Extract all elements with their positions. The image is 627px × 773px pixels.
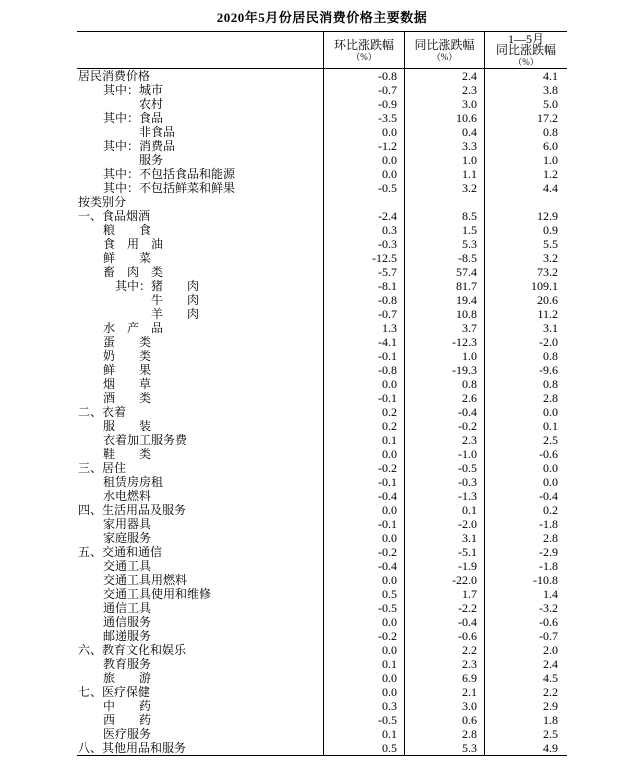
table-row <box>77 69 567 83</box>
row-value-ytd: 4.1 <box>484 69 567 83</box>
table-row <box>77 265 567 279</box>
table-row <box>77 97 567 111</box>
table-row <box>77 447 567 461</box>
row-value-ytd: 0.8 <box>484 377 567 391</box>
row-value-mom: -0.8 <box>323 69 404 83</box>
row-label: 邮递服务 <box>103 629 152 643</box>
table-header <box>77 32 567 69</box>
column-header-ytd-period: 1—5月 <box>507 32 544 46</box>
row-value-ytd: 2.9 <box>484 699 567 713</box>
row-value-mom: -0.9 <box>323 97 404 111</box>
row-value-yoy: 3.7 <box>404 321 484 335</box>
row-value-mom: 0.0 <box>323 615 404 629</box>
row-label: 其中：不包括鲜菜和鲜果 <box>103 181 236 195</box>
row-label: 畜 肉 类 <box>103 265 164 279</box>
row-value-ytd: 2.4 <box>484 657 567 671</box>
row-value-mom: -0.5 <box>323 601 404 615</box>
table-row <box>77 391 567 405</box>
row-value-mom: 0.2 <box>323 405 404 419</box>
row-label: 服务 <box>139 153 164 167</box>
table-row <box>77 587 567 601</box>
row-value-yoy: -0.4 <box>404 405 484 419</box>
row-value-ytd: 0.0 <box>484 405 567 419</box>
table-row <box>77 83 567 97</box>
row-label: 三、居住 <box>78 461 127 475</box>
row-value-ytd: 2.8 <box>484 391 567 405</box>
row-label: 其中：消费品 <box>103 139 176 153</box>
row-value-ytd: -2.0 <box>484 335 567 349</box>
column-header-yoy-unit: （%） <box>431 51 458 62</box>
table-row <box>77 629 567 643</box>
row-value-ytd: 73.2 <box>484 265 567 279</box>
row-value-ytd: -1.8 <box>484 559 567 573</box>
table-row <box>77 545 567 559</box>
row-value-mom: -12.5 <box>323 251 404 265</box>
row-value-mom: -4.1 <box>323 335 404 349</box>
row-value-yoy: -2.2 <box>404 601 484 615</box>
row-label: 奶 类 <box>103 349 152 363</box>
table-row <box>77 363 567 377</box>
row-value-yoy: 0.1 <box>404 503 484 517</box>
table-row <box>77 251 567 265</box>
row-value-yoy: 2.8 <box>404 727 484 741</box>
table-row <box>77 377 567 391</box>
row-value-yoy: 2.6 <box>404 391 484 405</box>
table-row <box>77 503 567 517</box>
row-value-ytd: 2.0 <box>484 643 567 657</box>
table-body <box>77 69 567 755</box>
row-value-mom: -0.2 <box>323 629 404 643</box>
row-value-yoy: 3.0 <box>404 699 484 713</box>
row-value-yoy: 0.6 <box>404 713 484 727</box>
row-label: 中 药 <box>103 699 152 713</box>
row-value-mom: -0.8 <box>323 293 404 307</box>
row-value-mom <box>323 195 404 209</box>
row-label: 交通工具用燃料 <box>103 573 188 587</box>
row-value-ytd: 4.4 <box>484 181 567 195</box>
row-value-ytd: 1.8 <box>484 713 567 727</box>
row-value-ytd: 0.8 <box>484 349 567 363</box>
row-value-ytd: 2.8 <box>484 531 567 545</box>
row-value-mom: 0.3 <box>323 699 404 713</box>
row-value-mom: 0.0 <box>323 447 404 461</box>
table-row <box>77 209 567 223</box>
table-row <box>77 167 567 181</box>
row-value-yoy: 57.4 <box>404 265 484 279</box>
row-label: 羊 肉 <box>151 307 200 321</box>
column-header-ytd <box>484 32 567 68</box>
row-value-ytd: 1.0 <box>484 153 567 167</box>
row-value-mom: 0.0 <box>323 503 404 517</box>
row-label: 旅 游 <box>103 671 152 685</box>
table-row <box>77 461 567 475</box>
row-value-ytd: 2.5 <box>484 433 567 447</box>
row-value-yoy: 10.6 <box>404 111 484 125</box>
row-label: 通信服务 <box>103 615 152 629</box>
table-row <box>77 139 567 153</box>
row-value-mom: -8.1 <box>323 279 404 293</box>
table-row <box>77 489 567 503</box>
column-header-mom-label: 环比涨跌幅 <box>333 37 394 52</box>
table-row <box>77 685 567 699</box>
row-value-ytd: 5.0 <box>484 97 567 111</box>
row-label: 医疗服务 <box>103 727 152 741</box>
column-header-yoy <box>404 32 484 68</box>
row-label: 五、交通和通信 <box>78 545 163 559</box>
table-row <box>77 699 567 713</box>
row-value-ytd: 2.5 <box>484 727 567 741</box>
row-value-yoy: 0.4 <box>404 125 484 139</box>
row-label: 酒 类 <box>103 391 152 405</box>
row-label: 鲜 果 <box>103 363 152 377</box>
row-label: 居民消费价格 <box>78 69 151 83</box>
row-value-yoy: -0.4 <box>404 615 484 629</box>
row-value-yoy: -1.9 <box>404 559 484 573</box>
table-row <box>77 111 567 125</box>
column-header-ytd-unit: （%） <box>513 56 539 67</box>
row-value-mom: -0.1 <box>323 349 404 363</box>
row-value-ytd: 0.2 <box>484 503 567 517</box>
row-value-yoy: 3.0 <box>404 97 484 111</box>
row-value-yoy: -1.0 <box>404 447 484 461</box>
row-value-yoy <box>404 195 484 209</box>
row-value-yoy: 6.9 <box>404 671 484 685</box>
table-row <box>77 405 567 419</box>
row-value-mom: 0.0 <box>323 685 404 699</box>
column-header-item <box>77 32 323 68</box>
row-label: 农村 <box>139 97 164 111</box>
table-row <box>77 181 567 195</box>
table-row <box>77 559 567 573</box>
row-value-mom: -0.1 <box>323 517 404 531</box>
table-row <box>77 713 567 727</box>
table-row <box>77 153 567 167</box>
row-value-mom: -0.3 <box>323 237 404 251</box>
row-value-ytd: 11.2 <box>484 307 567 321</box>
row-value-ytd: -0.6 <box>484 447 567 461</box>
row-value-mom: 0.0 <box>323 671 404 685</box>
row-label: 非食品 <box>139 125 176 139</box>
row-value-ytd: 6.0 <box>484 139 567 153</box>
row-value-mom: -0.4 <box>323 489 404 503</box>
row-value-yoy: -2.0 <box>404 517 484 531</box>
row-value-yoy: 3.1 <box>404 531 484 545</box>
row-label: 按类别分 <box>78 195 127 209</box>
row-value-ytd <box>484 195 567 209</box>
row-value-yoy: 81.7 <box>404 279 484 293</box>
row-label: 七、医疗保健 <box>78 685 151 699</box>
row-value-mom: 0.0 <box>323 125 404 139</box>
row-value-mom: 0.0 <box>323 377 404 391</box>
row-value-ytd: 0.1 <box>484 419 567 433</box>
row-label: 八、其他用品和服务 <box>78 741 187 755</box>
row-label: 六、教育文化和娱乐 <box>78 643 187 657</box>
row-value-yoy: 2.2 <box>404 643 484 657</box>
table-row <box>77 615 567 629</box>
row-value-yoy: -0.6 <box>404 629 484 643</box>
row-label: 食 用 油 <box>103 237 164 251</box>
row-value-ytd: 3.1 <box>484 321 567 335</box>
row-value-yoy: -5.1 <box>404 545 484 559</box>
row-value-mom: -0.1 <box>323 475 404 489</box>
row-value-yoy: 3.3 <box>404 139 484 153</box>
table-row <box>77 279 567 293</box>
row-label: 鲜 菜 <box>103 251 152 265</box>
table-row <box>77 307 567 321</box>
row-value-yoy: -0.2 <box>404 419 484 433</box>
row-value-yoy: -19.3 <box>404 363 484 377</box>
row-value-mom: -1.2 <box>323 139 404 153</box>
table-row <box>77 741 567 755</box>
table-row <box>77 321 567 335</box>
table-row <box>77 475 567 489</box>
row-value-mom: 0.1 <box>323 433 404 447</box>
row-value-mom: -5.7 <box>323 265 404 279</box>
row-value-yoy: -1.3 <box>404 489 484 503</box>
row-value-mom: 0.0 <box>323 153 404 167</box>
row-value-ytd: 1.2 <box>484 167 567 181</box>
row-value-ytd: 20.6 <box>484 293 567 307</box>
row-value-mom: -0.5 <box>323 181 404 195</box>
row-value-mom: 0.0 <box>323 167 404 181</box>
row-label: 粮 食 <box>103 223 152 237</box>
table-row <box>77 293 567 307</box>
row-value-ytd: 3.8 <box>484 83 567 97</box>
row-value-yoy: -8.5 <box>404 251 484 265</box>
row-value-ytd: 4.9 <box>484 741 567 755</box>
row-value-mom: 0.1 <box>323 727 404 741</box>
row-value-ytd: -0.7 <box>484 629 567 643</box>
row-value-ytd: 0.0 <box>484 475 567 489</box>
row-value-mom: -0.5 <box>323 713 404 727</box>
row-label: 二、衣着 <box>78 405 127 419</box>
row-value-ytd: 4.5 <box>484 671 567 685</box>
table-row <box>77 349 567 363</box>
table-row <box>77 419 567 433</box>
row-value-yoy: 10.8 <box>404 307 484 321</box>
table-row <box>77 727 567 741</box>
row-value-ytd: -3.2 <box>484 601 567 615</box>
table-row <box>77 573 567 587</box>
row-value-yoy: 2.3 <box>404 83 484 97</box>
table-row <box>77 643 567 657</box>
row-value-yoy: -0.5 <box>404 461 484 475</box>
row-value-mom: 1.3 <box>323 321 404 335</box>
table-row <box>77 531 567 545</box>
row-value-ytd: -9.6 <box>484 363 567 377</box>
row-value-yoy: -12.3 <box>404 335 484 349</box>
row-value-mom: -0.7 <box>323 307 404 321</box>
table-row <box>77 601 567 615</box>
row-value-ytd: 5.5 <box>484 237 567 251</box>
row-label: 水 产 品 <box>103 321 164 335</box>
row-value-yoy: 1.7 <box>404 587 484 601</box>
page-title: 2020年5月份居民消费价格主要数据 <box>216 10 428 25</box>
row-value-yoy: 5.3 <box>404 237 484 251</box>
row-value-mom: 0.0 <box>323 531 404 545</box>
row-label: 其中：食品 <box>103 111 164 125</box>
row-value-mom: 0.1 <box>323 657 404 671</box>
row-value-mom: 0.0 <box>323 573 404 587</box>
row-value-mom: 0.5 <box>323 587 404 601</box>
row-label: 交通工具 <box>103 559 152 573</box>
table-row <box>77 517 567 531</box>
row-value-ytd: 1.4 <box>484 587 567 601</box>
row-label: 烟 草 <box>103 377 152 391</box>
row-value-yoy: -22.0 <box>404 573 484 587</box>
row-label: 交通工具使用和维修 <box>103 587 212 601</box>
row-label: 其中：不包括食品和能源 <box>103 167 236 181</box>
column-header-yoy-label: 同比涨跌幅 <box>414 37 475 52</box>
table-row <box>77 125 567 139</box>
row-value-ytd: 0.0 <box>484 461 567 475</box>
row-label: 其中：城市 <box>103 83 164 97</box>
row-value-ytd: 109.1 <box>484 279 567 293</box>
row-value-mom: -0.8 <box>323 363 404 377</box>
row-label: 家用器具 <box>103 517 152 531</box>
row-label: 水电燃料 <box>103 489 152 503</box>
table-row <box>77 335 567 349</box>
row-value-yoy: 2.4 <box>404 69 484 83</box>
row-value-yoy: 5.3 <box>404 741 484 755</box>
row-value-mom: 0.5 <box>323 741 404 755</box>
row-label: 服 装 <box>103 419 152 433</box>
row-value-ytd: -0.6 <box>484 615 567 629</box>
row-value-ytd: -0.4 <box>484 489 567 503</box>
row-value-yoy: 1.1 <box>404 167 484 181</box>
row-value-yoy: 2.3 <box>404 433 484 447</box>
row-label: 其中：猪 肉 <box>115 279 200 293</box>
row-label: 衣着加工服务费 <box>103 433 188 447</box>
row-value-mom: -3.5 <box>323 111 404 125</box>
column-header-mom <box>323 32 404 68</box>
row-value-mom: -0.1 <box>323 391 404 405</box>
table-row <box>77 195 567 209</box>
row-value-yoy: 1.0 <box>404 153 484 167</box>
table-row <box>77 657 567 671</box>
row-label: 教育服务 <box>103 657 152 671</box>
row-value-ytd: -1.8 <box>484 517 567 531</box>
row-value-mom: -2.4 <box>323 209 404 223</box>
row-value-ytd: 3.2 <box>484 251 567 265</box>
row-value-ytd: -2.9 <box>484 545 567 559</box>
row-value-yoy: 1.0 <box>404 349 484 363</box>
column-header-mom-unit: （%） <box>351 51 377 62</box>
row-value-mom: -0.7 <box>323 83 404 97</box>
row-value-yoy: 8.5 <box>404 209 484 223</box>
cpi-table <box>77 31 567 756</box>
row-label: 蛋 类 <box>103 335 152 349</box>
row-value-ytd: 0.8 <box>484 125 567 139</box>
row-label: 鞋 类 <box>103 447 152 461</box>
row-label: 西 药 <box>103 713 152 727</box>
row-value-mom: 0.3 <box>323 223 404 237</box>
row-value-yoy: -0.3 <box>404 475 484 489</box>
row-value-mom: -0.2 <box>323 545 404 559</box>
row-value-yoy: 19.4 <box>404 293 484 307</box>
column-header-ytd-label: 同比涨跌幅 <box>495 42 556 57</box>
table-row <box>77 671 567 685</box>
row-label: 一、食品烟酒 <box>78 209 151 223</box>
table-row <box>77 237 567 251</box>
row-value-ytd: -10.8 <box>484 573 567 587</box>
row-value-yoy: 3.2 <box>404 181 484 195</box>
row-value-ytd: 0.9 <box>484 223 567 237</box>
row-label: 牛 肉 <box>151 293 200 307</box>
table-row <box>77 433 567 447</box>
row-value-ytd: 2.2 <box>484 685 567 699</box>
table-row <box>77 223 567 237</box>
row-value-ytd: 17.2 <box>484 111 567 125</box>
row-label: 四、生活用品及服务 <box>78 503 187 517</box>
row-value-yoy: 2.3 <box>404 657 484 671</box>
row-value-mom: -0.4 <box>323 559 404 573</box>
row-value-ytd: 12.9 <box>484 209 567 223</box>
row-value-mom: 0.0 <box>323 643 404 657</box>
row-value-yoy: 1.5 <box>404 223 484 237</box>
row-value-mom: -0.2 <box>323 461 404 475</box>
row-value-mom: 0.2 <box>323 419 404 433</box>
row-label: 通信工具 <box>103 601 152 615</box>
row-value-yoy: 2.1 <box>404 685 484 699</box>
row-value-yoy: 0.8 <box>404 377 484 391</box>
row-label: 租赁房房租 <box>103 475 164 489</box>
row-label: 家庭服务 <box>103 531 152 545</box>
